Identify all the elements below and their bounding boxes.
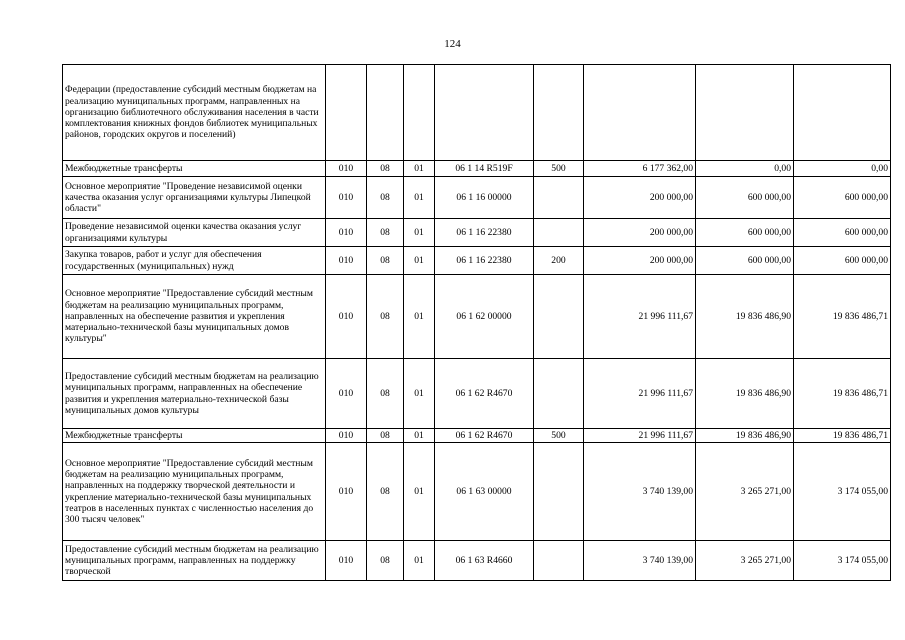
cell-section-code: 08 <box>367 429 404 443</box>
table-row <box>63 359 891 429</box>
cell-target-article: 06 1 63 R4660 <box>435 541 534 581</box>
cell-description: Проведение независимой оценки качества оказания услуг организациями культуры <box>63 219 326 247</box>
cell-amount-year-3: 0,00 <box>794 161 891 177</box>
cell-expense-type <box>534 359 584 429</box>
cell-section-code: 08 <box>367 219 404 247</box>
cell-expense-type: 200 <box>534 247 584 275</box>
cell-subsection-code: 01 <box>404 275 435 359</box>
cell-target-article: 06 1 16 22380 <box>435 247 534 275</box>
cell-ministry-code: 010 <box>326 429 367 443</box>
cell-amount-year-3: 600 000,00 <box>794 177 891 219</box>
cell-expense-type <box>534 541 584 581</box>
cell-amount-year-2 <box>696 65 794 161</box>
cell-ministry-code: 010 <box>326 177 367 219</box>
table-row <box>63 443 891 541</box>
cell-ministry-code <box>326 65 367 161</box>
cell-section-code: 08 <box>367 541 404 581</box>
cell-target-article: 06 1 62 R4670 <box>435 359 534 429</box>
cell-target-article: 06 1 62 00000 <box>435 275 534 359</box>
table-row <box>63 161 891 177</box>
cell-target-article: 06 1 16 22380 <box>435 219 534 247</box>
cell-amount-year-3: 600 000,00 <box>794 247 891 275</box>
cell-expense-type <box>534 275 584 359</box>
cell-expense-type: 500 <box>534 161 584 177</box>
table-row <box>63 275 891 359</box>
cell-amount-year-2: 19 836 486,90 <box>696 275 794 359</box>
cell-amount-year-3: 600 000,00 <box>794 219 891 247</box>
cell-description: Основное мероприятие "Предоставление субсидий местным бюджетам на реализацию муниципальных программ, направленных на поддержку творческой деятельности и укрепление материально-технической базы муниципальных театров в населенных пунктах с численностью населения до 300 тысяч человек" <box>63 443 326 541</box>
cell-amount-year-1: 21 996 111,67 <box>584 275 696 359</box>
cell-ministry-code: 010 <box>326 359 367 429</box>
cell-subsection-code: 01 <box>404 443 435 541</box>
cell-amount-year-3: 3 174 055,00 <box>794 443 891 541</box>
cell-amount-year-2: 600 000,00 <box>696 177 794 219</box>
table-row <box>63 177 891 219</box>
cell-expense-type: 500 <box>534 429 584 443</box>
cell-amount-year-3: 19 836 486,71 <box>794 429 891 443</box>
cell-ministry-code: 010 <box>326 275 367 359</box>
cell-amount-year-2: 600 000,00 <box>696 247 794 275</box>
cell-target-article: 06 1 16 00000 <box>435 177 534 219</box>
cell-description: Предоставление субсидий местным бюджетам на реализацию муниципальных программ, направленных на поддержку творческой <box>63 541 326 581</box>
cell-amount-year-2: 19 836 486,90 <box>696 429 794 443</box>
cell-target-article: 06 1 14 R519F <box>435 161 534 177</box>
cell-amount-year-3 <box>794 65 891 161</box>
cell-amount-year-1: 200 000,00 <box>584 219 696 247</box>
cell-description: Межбюджетные трансферты <box>63 161 326 177</box>
cell-ministry-code: 010 <box>326 161 367 177</box>
cell-ministry-code: 010 <box>326 219 367 247</box>
table-row <box>63 541 891 581</box>
cell-amount-year-2: 0,00 <box>696 161 794 177</box>
cell-amount-year-1: 6 177 362,00 <box>584 161 696 177</box>
cell-expense-type <box>534 65 584 161</box>
cell-ministry-code: 010 <box>326 541 367 581</box>
cell-amount-year-1: 21 996 111,67 <box>584 359 696 429</box>
cell-target-article <box>435 65 534 161</box>
cell-expense-type <box>534 177 584 219</box>
cell-section-code: 08 <box>367 443 404 541</box>
cell-amount-year-1: 200 000,00 <box>584 177 696 219</box>
page-number: 124 <box>444 38 461 50</box>
cell-amount-year-3: 3 174 055,00 <box>794 541 891 581</box>
cell-expense-type <box>534 443 584 541</box>
cell-amount-year-2: 19 836 486,90 <box>696 359 794 429</box>
table-row <box>63 247 891 275</box>
cell-target-article: 06 1 63 00000 <box>435 443 534 541</box>
table-row <box>63 429 891 443</box>
cell-description: Основное мероприятие "Предоставление субсидий местным бюджетам на реализацию муниципальных программ, направленных на обеспечение развития и укрепления материально-технической базы муниципальных домов культуры" <box>63 275 326 359</box>
cell-subsection-code <box>404 65 435 161</box>
cell-subsection-code: 01 <box>404 161 435 177</box>
cell-description: Межбюджетные трансферты <box>63 429 326 443</box>
cell-section-code: 08 <box>367 359 404 429</box>
cell-section-code: 08 <box>367 275 404 359</box>
cell-section-code: 08 <box>367 247 404 275</box>
cell-section-code: 08 <box>367 177 404 219</box>
cell-subsection-code: 01 <box>404 541 435 581</box>
cell-section-code: 08 <box>367 161 404 177</box>
cell-amount-year-1 <box>584 65 696 161</box>
cell-description: Основное мероприятие "Проведение независимой оценки качества оказания услуг организациями культуры Липецкой области" <box>63 177 326 219</box>
cell-amount-year-1: 3 740 139,00 <box>584 541 696 581</box>
cell-description: Закупка товаров, работ и услуг для обеспечения государственных (муниципальных) нужд <box>63 247 326 275</box>
cell-subsection-code: 01 <box>404 219 435 247</box>
cell-target-article: 06 1 62 R4670 <box>435 429 534 443</box>
cell-subsection-code: 01 <box>404 177 435 219</box>
cell-amount-year-2: 3 265 271,00 <box>696 541 794 581</box>
cell-description: Федерации (предоставление субсидий местным бюджетам на реализацию муниципальных программ, направленных на организацию библиотечного обслуживания населения в части комплектования книжных фондов библиотек муниципальных районов, городских округов и поселений) <box>63 65 326 161</box>
cell-description: Предоставление субсидий местным бюджетам на реализацию муниципальных программ, направленных на обеспечение развития и укрепления материально-технической базы муниципальных домов культуры <box>63 359 326 429</box>
cell-amount-year-2: 600 000,00 <box>696 219 794 247</box>
table-row <box>63 65 891 161</box>
cell-expense-type <box>534 219 584 247</box>
cell-amount-year-3: 19 836 486,71 <box>794 359 891 429</box>
cell-amount-year-1: 21 996 111,67 <box>584 429 696 443</box>
cell-amount-year-3: 19 836 486,71 <box>794 275 891 359</box>
cell-section-code <box>367 65 404 161</box>
cell-subsection-code: 01 <box>404 429 435 443</box>
cell-subsection-code: 01 <box>404 359 435 429</box>
cell-subsection-code: 01 <box>404 247 435 275</box>
budget-table <box>62 64 891 581</box>
cell-amount-year-2: 3 265 271,00 <box>696 443 794 541</box>
cell-amount-year-1: 3 740 139,00 <box>584 443 696 541</box>
cell-amount-year-1: 200 000,00 <box>584 247 696 275</box>
table-row <box>63 219 891 247</box>
cell-ministry-code: 010 <box>326 247 367 275</box>
cell-ministry-code: 010 <box>326 443 367 541</box>
